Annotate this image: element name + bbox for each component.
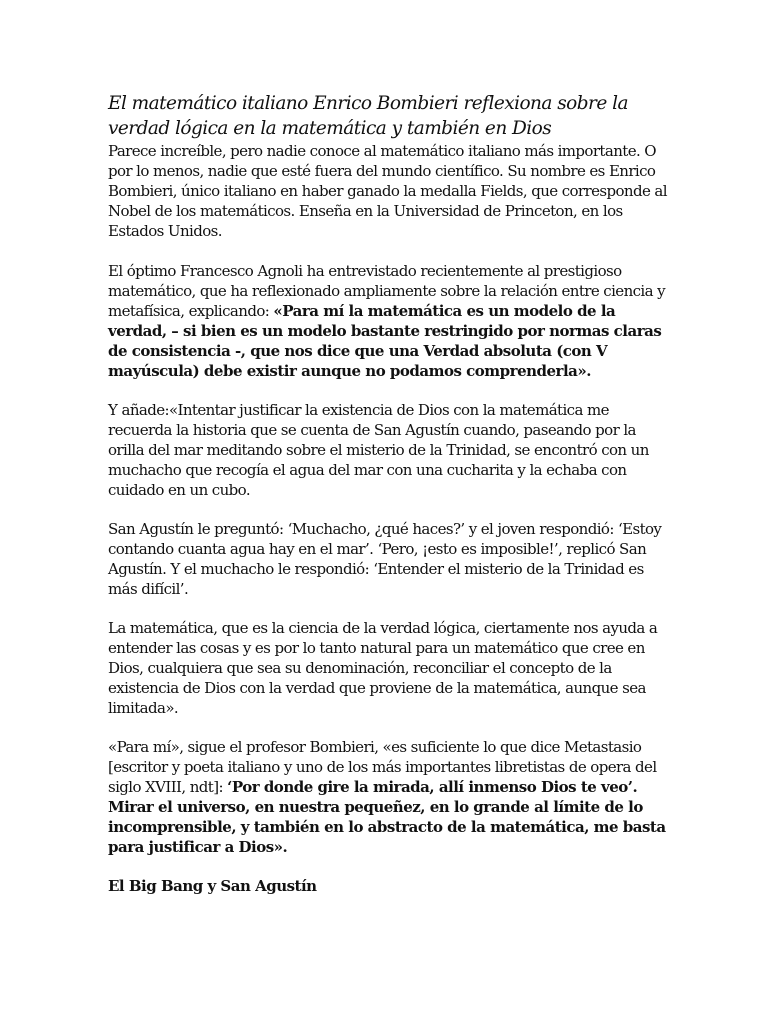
- quote-metastasio: ‘Por donde gire la mirada, allí inmenso Dios te veo’. Mirar el universo, en nuestra pequeñez, en lo grande al límite de lo incomprensible, y también en lo abstracto de la matemática, me basta para justificar a Dios».: [108, 778, 666, 856]
- paragraph-metastasio: [108, 737, 670, 857]
- section-heading-big-bang: El Big Bang y San Agustín: [108, 877, 317, 895]
- article-title: El matemático italiano Enrico Bombieri reflexiona sobre la verdad lógica en la matemática y también en Dios: [108, 93, 628, 139]
- paragraph-logic-and-god: La matemática, que es la ciencia de la verdad lógica, ciertamente nos ayuda a entender las cosas y es por lo tanto natural para un matemático que cree en Dios, cualquiera que sea su denominación, reconciliar el concepto de la existencia de Dios con la verdad que proviene de la matemática, aunque sea limitada».: [108, 619, 658, 717]
- paragraph-interview-text: El óptimo Francesco Agnoli ha entrevistado recientemente al prestigioso matemático, que ha reflexionado ampliamente sobre la relación entre ciencia y metafísica, explicando:: [108, 262, 666, 320]
- paragraph-augustine-story: Y añade:«Intentar justificar la existencia de Dios con la matemática me recuerda la historia que se cuenta de San Agustín cuando, paseando por la orilla del mar meditando sobre el misterio de la Trinidad, se encontró con un muchacho que recogía el agua del mar con una cucharita y la echaba con cuidado en un cubo.: [108, 401, 649, 499]
- paragraph-augustine-dialogue: San Agustín le preguntó: ‘Muchacho, ¿qué haces?’ y el joven respondió: ‘Estoy contando cuanta agua hay en el mar’. ‘Pero, ¡esto es imposible!’, replicó San Agustín. Y el muchacho le respondió: ‘Entender el misterio de la Trinidad es más difícil’.: [108, 520, 662, 598]
- paragraph-interview: [108, 261, 670, 381]
- paragraph-metastasio-text: «Para mí», sigue el profesor Bombieri, «es suficiente lo que dice Metastasio [escritor y poeta italiano y uno de los más importantes libretistas de opera del siglo XVIII, ndt]:: [108, 738, 657, 796]
- paragraph-intro: Parece increíble, pero nadie conoce al matemático italiano más importante. O por lo menos, nadie que esté fuera del mundo científico. Su nombre es Enrico Bombieri, único italiano en haber ganado la medalla Fields, que corresponde al Nobel de los matemáticos. Enseña en la Universidad de Princeton, en los Estados Unidos.: [108, 142, 667, 240]
- quote-bombieri-truth: «Para mí la matemática es un modelo de la verdad, – si bien es un modelo bastante restringido por normas claras de consistencia -, que nos dice que una Verdad absoluta (con V mayúscula) debe existir aunque no podamos comprenderla».: [108, 302, 662, 380]
- article-body: [108, 91, 670, 896]
